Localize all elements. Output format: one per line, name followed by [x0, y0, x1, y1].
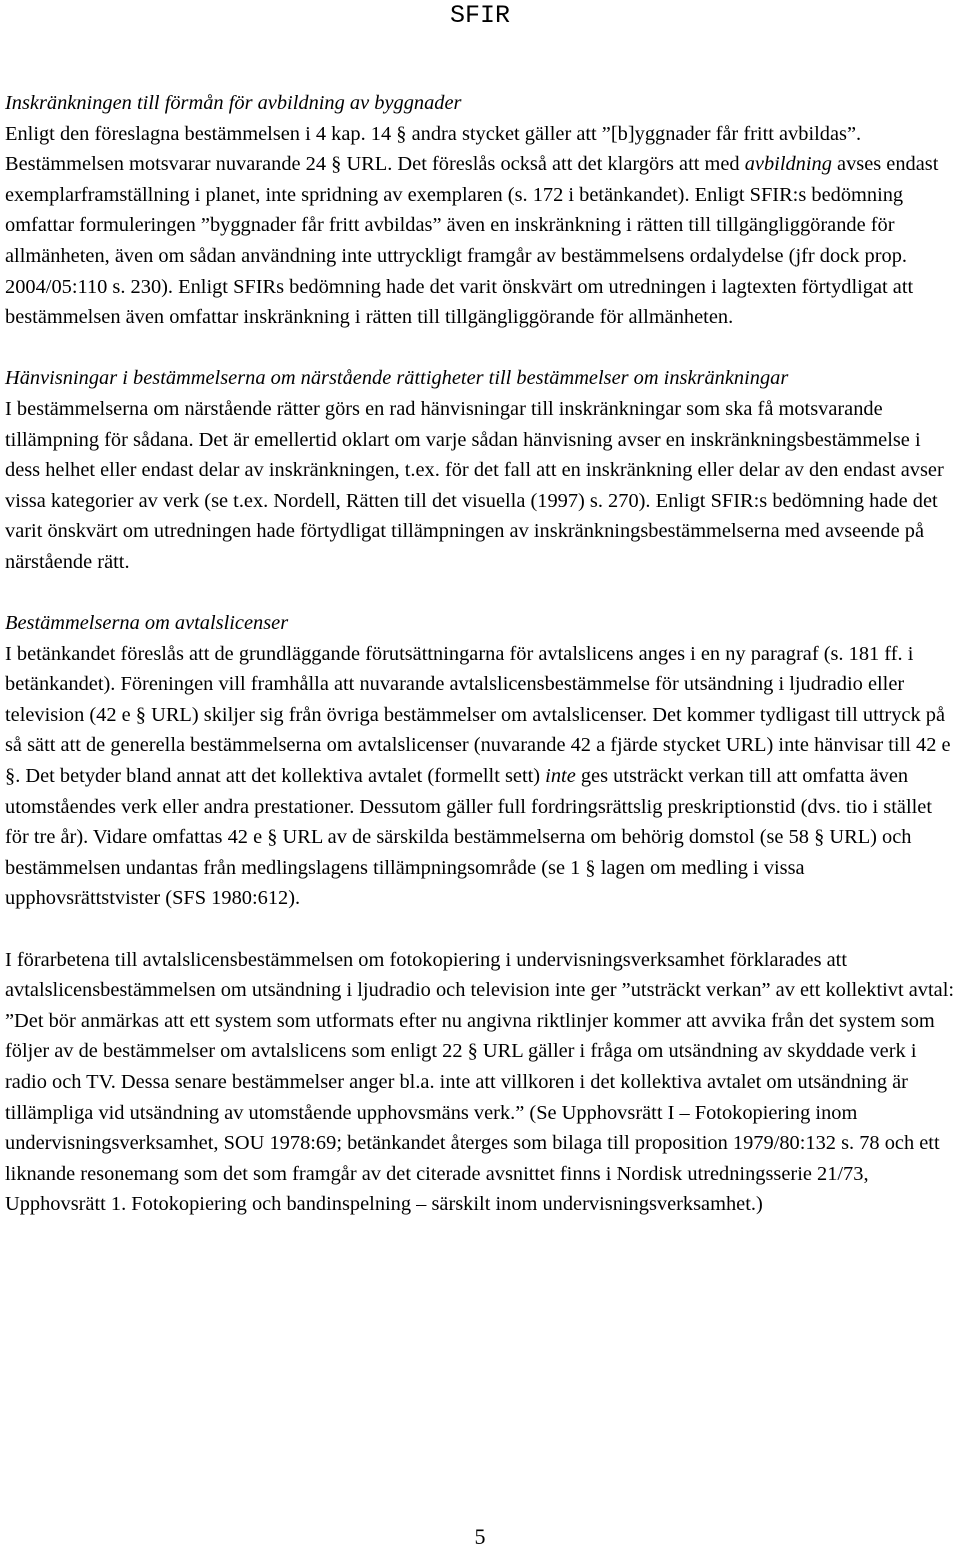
section-avtalslicenser [5, 608, 957, 914]
paragraph-text: I betänkandet föreslås att de grundläggande förutsättningarna för avtalslicens anges i en ny paragraf (s. 181 ff. i betänkandet). Föreningen vill framhålla att nuvarande avtalslicensbestämmelse för utsändning i ljudradio eller television (42 e § URL) skiljer sig från övriga bestämmelser om avtalslicenser. Det kommer tydligast till uttryck på så sätt att de generella bestämmelserna om avtalslicenser (nuvarande 42 a fjärde stycket URL) inte hänvisar till 42 e §. Det betyder bland annat att det kollektiva avtalet (formellt sett) [5, 642, 951, 788]
section-heading: Hänvisningar i bestämmelserna om närstående rättigheter till bestämmelser om inskränkningar [5, 367, 789, 390]
section-paragraph: I förarbetena till avtalslicensbestämmelsen om fotokopiering i undervisningsverksamhet förklarades att avtalslicensbestämmelsen om utsändning i ljudradio och television inte ger ”utsträckt verkan” av ett kollektivt avtal: ”Det bör anmärkas att ett system som utformats efter nu angivna riktlinjer kommer att avvika från det system som följer av de bestämmelser om avtalslicens som enligt 22 § URL gäller i fråga om utsändning av skyddade verk i radio och TV. Dessa senare bestämmelser anger bl.a. inte att villkoren i det kollektiva avtalet om utsändning är tillämpliga vid utsändning av utomstående upphovsmäns verk.” (Se Upphovsrätt I – Fotokopiering inom undervisningsverksamhet, SOU 1978:69; betänkandet återges som bilaga till proposition 1979/80:132 s. 78 och ett liknande resonemang som det som framgår av det citerade avsnittet finns i Nordisk utredningsserie 21/73, Upphovsrätt 1. Fotokopiering och bandinspelning – särskilt inom undervisningsverksamhet.) [5, 948, 955, 1216]
document-body [5, 88, 957, 1251]
paragraph-text-continued: ges utsträckt verkan till att omfatta även utomståendes verk eller andra prestationer. Dessutom gäller full fordringsrättslig preskriptionstid (dvs. tio i stället för tre år). Vidare omfattas 42 e § URL av de särskilda bestämmelserna om behörig domstol (se 58 § URL) och bestämmelsen undantas från medlingslagens tillämpningsområde (se 1 § lagen om medling i vissa upphovsrättstvister (SFS 1980:612). [5, 765, 932, 910]
paragraph-text-continued: avses endast exemplarframställning i planet, inte spridning av exemplaren (s. 172 i betänkandet). Enligt SFIR:s bedömning omfattar formuleringen ”byggnader får fritt avbildas” även en inskränkning i rätten till tillgängliggörande för allmänheten, även om sådan användning inte uttryckligt framgår av bestämmelsens ordalydelse (jfr dock prop. 2004/05:110 s. 230). Enligt SFIRs bedömning hade det varit önskvärt om utredningen i lagtexten förtydligat att bestämmelsen även omfattar inskränkning i rätten till tillgängliggörande för allmänheten. [5, 153, 939, 329]
emphasized-term: avbildning [744, 153, 832, 176]
section-paragraph: I bestämmelserna om närstående rätter görs en rad hänvisningar till inskränkningar som ska få motsvarande tillämpning för sådana. Det är emellertid oklart om varje sådan hänvisning avser en inskränkningsbestämmelse i dess helhet eller endast delar av inskränkningen, t.ex. för det fall att en inskränkning eller delar av den endast avser vissa kategorier av verk (se t.ex. Nordell, Rätten till det visuella (1997) s. 270). Enligt SFIR:s bedömning hade det varit önskvärt om utredningen hade förtydligat tillämpningen av inskränkningsbestämmelserna med avseende på närstående rätt. [5, 397, 944, 573]
page-number: 5 [474, 1524, 486, 1549]
section-forarbeten [5, 945, 957, 1220]
section-heading: Bestämmelserna om avtalslicenser [5, 612, 289, 635]
section-paragraph [5, 639, 957, 914]
page-header-title: SFIR [449, 1, 510, 30]
paragraph-text: Enligt den föreslagna bestämmelsen i 4 kap. 14 § andra stycket gäller att ”[b]yggnader får fritt avbildas”. Bestämmelsen motsvarar nuvarande 24 § URL. Det föreslås också att det klargörs att med [5, 122, 862, 176]
section-avbildning-byggnader [5, 88, 957, 333]
section-hanvisningar [5, 363, 957, 577]
section-paragraph [5, 119, 957, 333]
section-heading: Inskränkningen till förmån för avbildning av byggnader [5, 92, 462, 114]
emphasized-term: inte [545, 765, 576, 788]
